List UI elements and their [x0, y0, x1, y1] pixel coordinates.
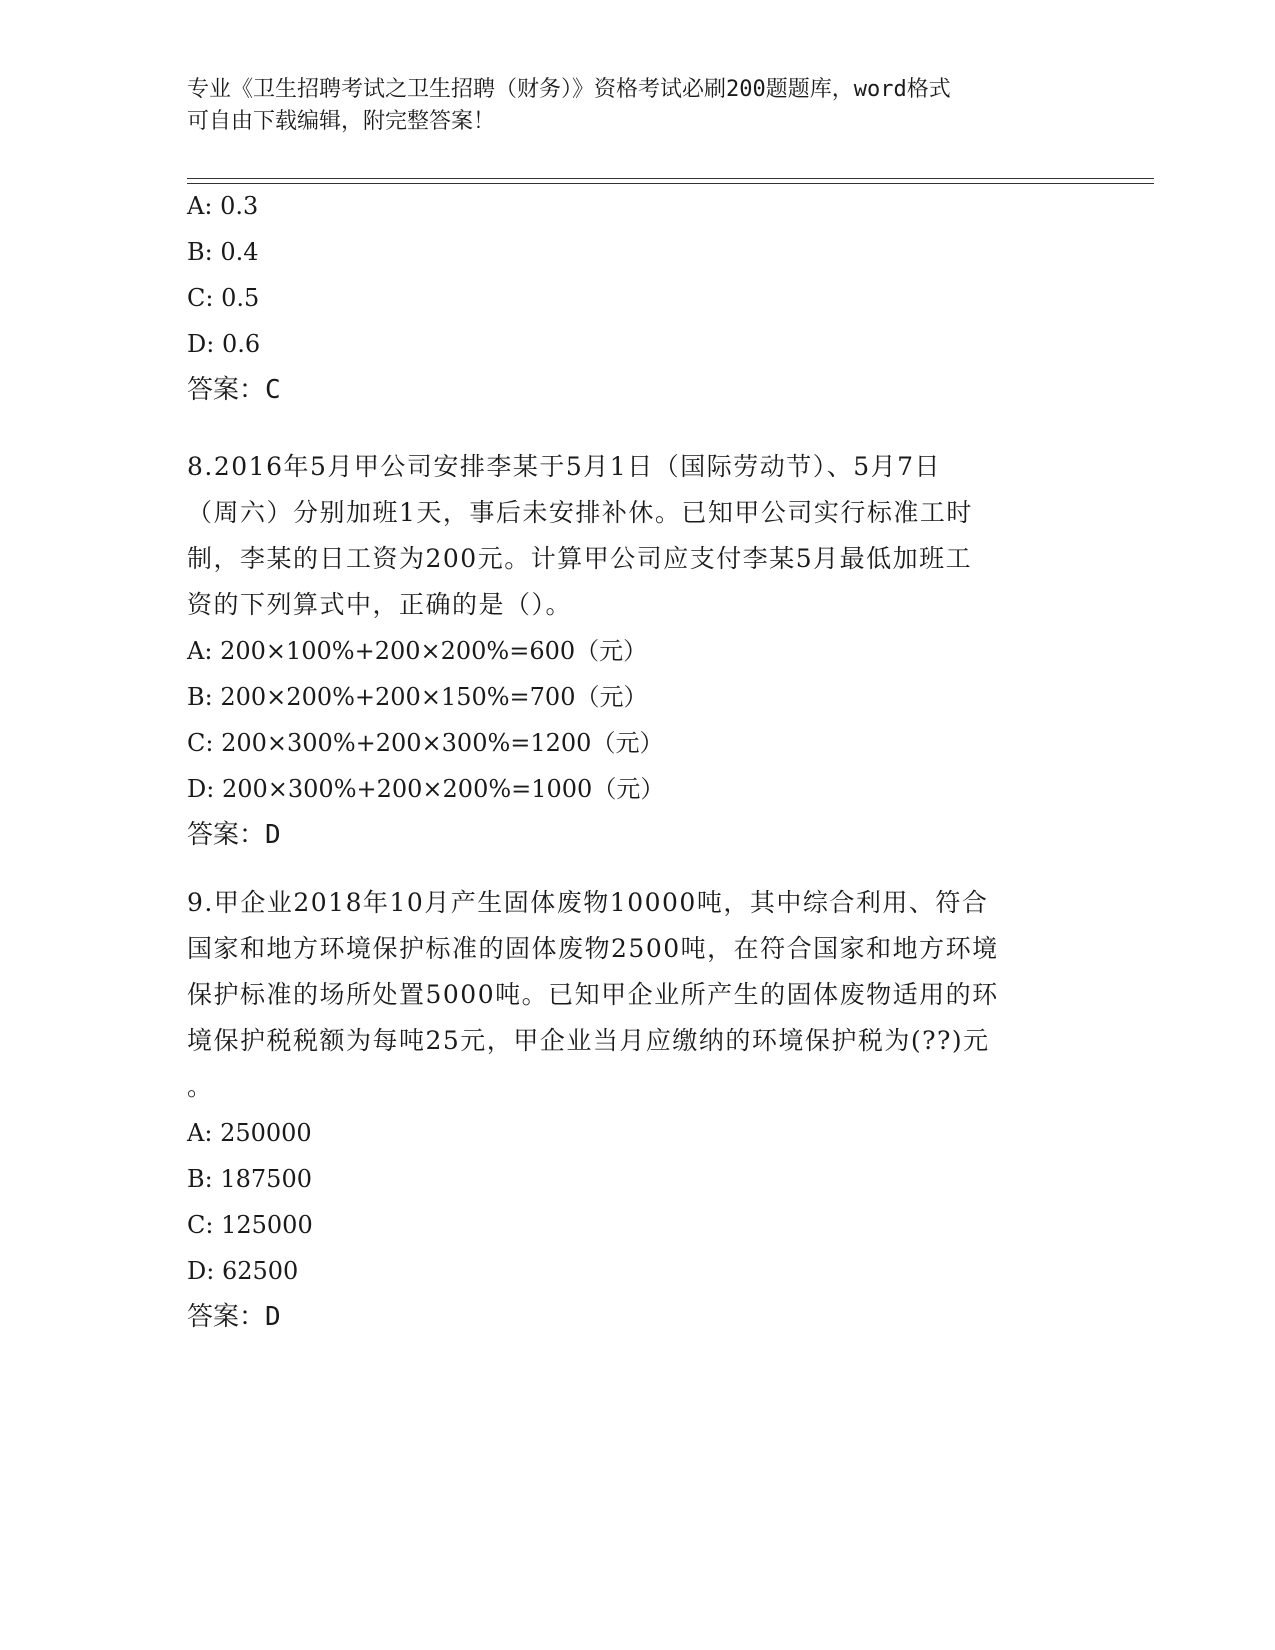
q9-stem-line: 9.甲企业2018年10月产生固体废物10000吨，其中综合利用、符合 — [187, 888, 989, 917]
answer-value: D — [265, 1302, 281, 1332]
answer-value: C — [265, 375, 281, 405]
question-9-block — [187, 880, 1087, 1340]
q8-stem-line: （周六）分别加班1天，事后未安排补休。已知甲公司实行标准工时 — [187, 498, 973, 527]
option-text: 187500 — [220, 1165, 312, 1193]
q9-option-d — [187, 1248, 1087, 1294]
option-label: B: — [187, 1165, 213, 1193]
option-text: 200×300%+200×200%=1000（元） — [221, 775, 665, 803]
option-label: B: — [187, 683, 213, 711]
q7-option-a — [187, 183, 1087, 229]
option-label: D: — [187, 330, 215, 358]
option-label: D: — [187, 775, 215, 803]
option-label: A: — [187, 1119, 213, 1147]
option-text: 250000 — [220, 1119, 312, 1147]
question-7-block — [187, 183, 1087, 413]
q9-option-b — [187, 1156, 1087, 1202]
answer-label: 答案： — [187, 1302, 266, 1332]
document-header — [187, 74, 1087, 138]
q8-stem-line: 8.2016年5月甲公司安排李某于5月1日（国际劳动节）、5月7日 — [187, 452, 942, 481]
header-title-line-1: 专业《卫生招聘考试之卫生招聘（财务）》资格考试必刷200题题库，word格式 — [187, 77, 951, 102]
q7-option-c — [187, 275, 1087, 321]
q8-option-b — [187, 674, 1087, 720]
option-text: 200×200%+200×150%=700（元） — [220, 683, 648, 711]
option-label: D: — [187, 1257, 215, 1285]
option-text: 125000 — [221, 1211, 313, 1239]
q8-option-c — [187, 720, 1087, 766]
q9-stem-line: 境保护税税额为每吨25元，甲企业当月应缴纳的环境保护税为(??)元 — [187, 1026, 990, 1055]
q9-stem-line: 保护标准的场所处置5000吨。已知甲企业所产生的固体废物适用的环 — [187, 980, 999, 1009]
option-label: A: — [187, 192, 213, 220]
q8-option-a — [187, 628, 1087, 674]
q9-option-a — [187, 1110, 1087, 1156]
q9-stem-line: 。 — [187, 1072, 214, 1101]
option-text: 0.4 — [220, 238, 259, 266]
q7-answer — [187, 367, 1087, 413]
option-text: 200×300%+200×300%=1200（元） — [221, 729, 664, 757]
question-8-block — [187, 444, 1087, 858]
q8-stem-line: 制，李某的日工资为200元。计算甲公司应支付李某5月最低加班工 — [187, 544, 973, 573]
option-text: 0.3 — [220, 192, 259, 220]
q9-answer — [187, 1294, 1087, 1340]
q9-option-c — [187, 1202, 1087, 1248]
q9-stem — [187, 880, 1087, 1110]
option-label: C: — [187, 284, 214, 312]
option-text: 0.6 — [221, 330, 261, 358]
option-label: C: — [187, 1211, 214, 1239]
q8-option-d — [187, 766, 1087, 812]
q7-option-b — [187, 229, 1087, 275]
answer-label: 答案： — [187, 375, 266, 405]
q9-stem-line: 国家和地方环境保护标准的固体废物2500吨，在符合国家和地方环境 — [187, 934, 999, 963]
option-text: 0.5 — [221, 284, 260, 312]
option-label: C: — [187, 729, 214, 757]
answer-value: D — [265, 820, 281, 850]
header-title-line-2: 可自由下载编辑，附完整答案！ — [187, 109, 496, 134]
option-text: 200×100%+200×200%=600（元） — [220, 637, 648, 665]
option-text: 62500 — [221, 1257, 299, 1285]
q8-stem — [187, 444, 1087, 628]
q8-answer — [187, 812, 1087, 858]
answer-label: 答案： — [187, 820, 266, 850]
header-divider-top — [187, 178, 1154, 179]
option-label: B: — [187, 238, 213, 266]
q7-option-d — [187, 321, 1087, 367]
option-label: A: — [187, 637, 213, 665]
q8-stem-line: 资的下列算式中，正确的是（）。 — [187, 590, 573, 619]
